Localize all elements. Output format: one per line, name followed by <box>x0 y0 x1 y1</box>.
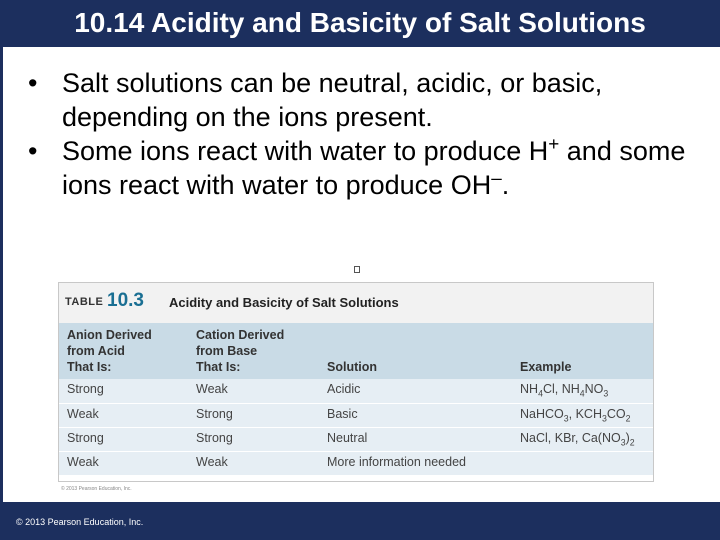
column-header-anion <box>67 327 152 375</box>
cell-solution: More information needed <box>327 455 466 469</box>
cell-cation: Weak <box>196 455 228 469</box>
table-body <box>59 379 653 475</box>
cell-anion: Strong <box>67 382 104 396</box>
cell-anion: Weak <box>67 407 99 421</box>
cell-cation: Strong <box>196 407 233 421</box>
column-header-cation <box>196 327 284 375</box>
table-row <box>59 427 653 452</box>
table-row <box>59 379 653 403</box>
footer-copyright: © 2013 Pearson Education, Inc. <box>16 517 144 527</box>
superscript-plus: + <box>548 134 560 155</box>
table-row <box>59 451 653 476</box>
left-accent-rule <box>0 47 3 540</box>
column-header-example: Example <box>520 360 572 374</box>
table-header-band <box>59 283 653 324</box>
table-caption: Acidity and Basicity of Salt Solutions <box>169 295 399 310</box>
bullet-dot-icon: • <box>28 136 38 166</box>
bullet-dot-icon: • <box>28 68 38 98</box>
header-line: from Base <box>196 344 258 358</box>
header-line: That Is: <box>67 360 112 374</box>
page-title: 10.14 Acidity and Basicity of Salt Solutions <box>74 7 646 38</box>
column-header-solution: Solution <box>327 360 377 374</box>
bullet-item <box>28 66 708 134</box>
table-number: 10.3 <box>107 290 144 311</box>
title-bar <box>0 0 720 47</box>
bullet-text-post: . <box>501 170 510 200</box>
header-line: from Acid <box>67 344 125 358</box>
footer-bar <box>0 502 720 540</box>
cell-cation: Strong <box>196 431 233 445</box>
placeholder-mark-icon <box>354 266 360 273</box>
cell-solution: Basic <box>327 407 358 421</box>
table-label: TABLE <box>65 296 104 308</box>
superscript-minus: – <box>491 168 502 189</box>
cell-anion: Weak <box>67 455 99 469</box>
cell-solution: Acidic <box>327 382 361 396</box>
column-headers <box>59 323 653 379</box>
bullet-item <box>28 134 708 202</box>
bullet-text-pre: Some ions react with water to produce H <box>62 136 549 166</box>
table-row <box>59 403 653 428</box>
cell-example: NaHCO$_3$, $KCH_3CO_2$ <box>520 407 631 424</box>
salt-solutions-table <box>58 282 654 482</box>
cell-cation: Weak <box>196 382 228 396</box>
header-line: Cation Derived <box>196 328 285 342</box>
bullet-text-mid: and some ions react with water to produce OH <box>62 136 686 200</box>
bullet-text: Salt solutions can be neutral, acidic, or basic, depending on the ions present. <box>62 68 603 132</box>
cell-example: $NH_4Cl$, $NH_4NO_3$ <box>520 382 609 399</box>
bullet-list <box>28 66 708 202</box>
header-line: Anion Derived <box>67 328 152 342</box>
cell-solution: Neutral <box>327 431 368 445</box>
cell-anion: Strong <box>67 431 104 445</box>
cell-example: NaCl, KBr, $Ca(NO_3)_2$ <box>520 431 635 448</box>
header-line: That Is: <box>196 360 241 374</box>
table-copyright: © 2013 Pearson Education, Inc. <box>61 486 132 492</box>
